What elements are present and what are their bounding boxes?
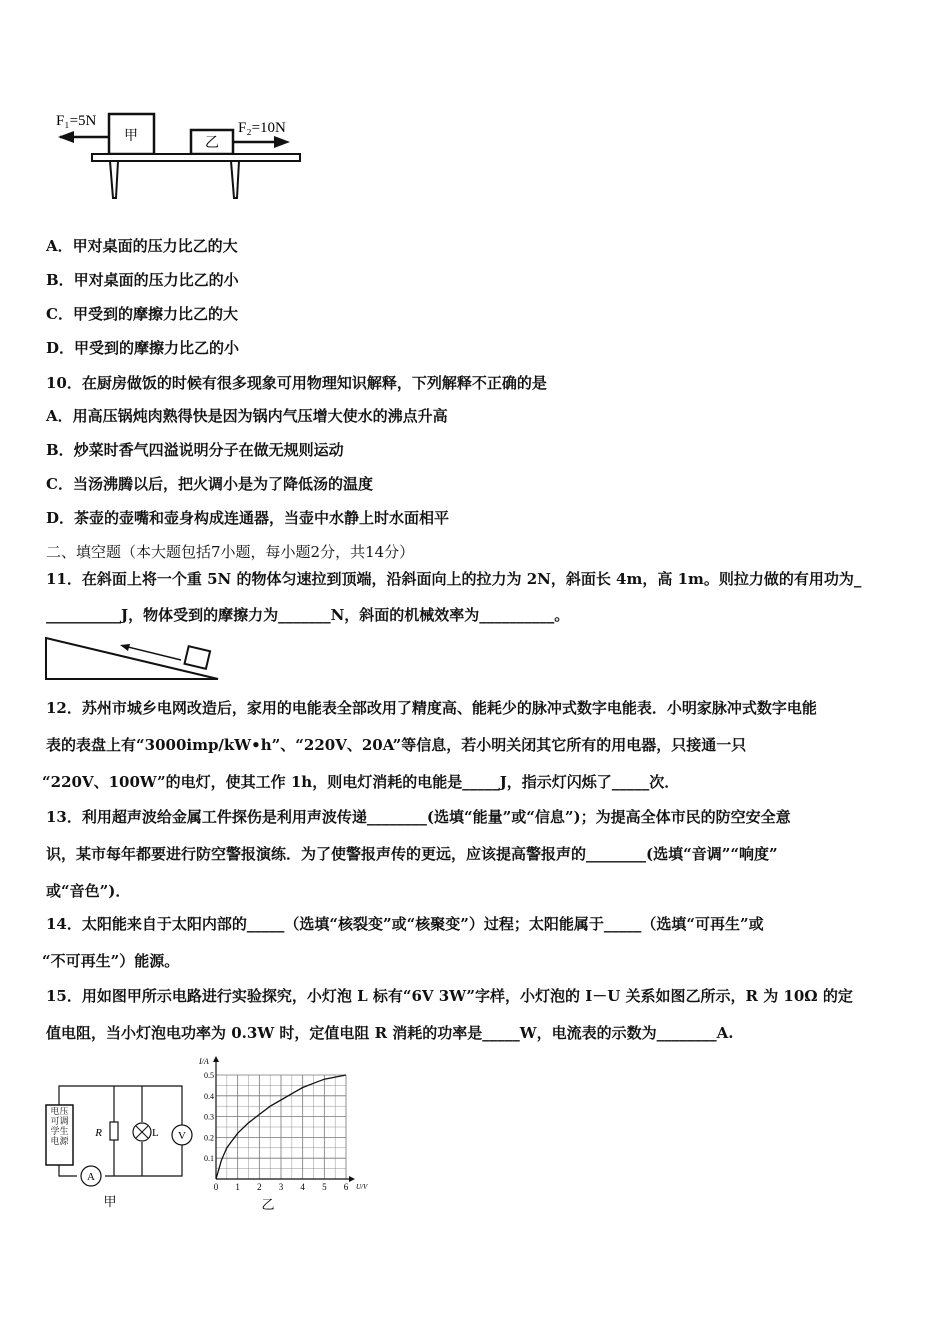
- q10-option-b: B．炒菜时香气四溢说明分子在做无规则运动: [46, 441, 344, 459]
- section-2-title: 二、填空题（本大题包括7小题，每小题2分，共14分）: [46, 543, 415, 561]
- x-tick-label: 4: [300, 1182, 305, 1192]
- y-axis-arrow: [213, 1056, 219, 1062]
- voltmeter-label: V: [178, 1130, 186, 1142]
- resistor-r: [110, 1122, 118, 1140]
- q14-line2: “不可再生”）能源。: [42, 952, 180, 970]
- q9-option-d: D．甲受到的摩擦力比乙的小: [46, 339, 240, 357]
- q11-line2: __________J，物体受到的摩擦力为_______N，斜面的机械效率为__________。: [46, 606, 570, 624]
- x-tick-label: 3: [278, 1182, 284, 1192]
- q13-line1: 13．利用超声波给金属工件探伤是利用声波传递________(选填“能量”或“信息”)；为提高全体市民的防空安全意: [46, 808, 791, 826]
- circuit-figure: [40, 1078, 200, 1210]
- q13-line3: 或“音色”)．: [46, 882, 131, 900]
- iu-chart: [196, 1054, 376, 1214]
- f1-label: F₁=5N: [56, 113, 97, 129]
- q10-stem: 10．在厨房做饭的时候有很多现象可用物理知识解释，下列解释不正确的是: [46, 374, 547, 392]
- f2-label: F₂=10N: [238, 120, 286, 136]
- circuit-caption: 甲: [103, 1194, 117, 1209]
- f2-arrow: [274, 136, 290, 148]
- q9-option-b: B．甲对桌面的压力比乙的小: [46, 271, 239, 289]
- incline-block: [185, 646, 211, 669]
- q10-option-c: C．当汤沸腾以后，把火调小是为了降低汤的温度: [46, 475, 373, 493]
- x-tick-label: 2: [257, 1182, 262, 1192]
- x-tick-label: 5: [322, 1182, 327, 1192]
- ammeter-label: A: [87, 1171, 95, 1183]
- x-axis-arrow: [349, 1176, 355, 1182]
- table-blocks-figure: [52, 108, 312, 203]
- chart-ticks: [204, 1071, 349, 1192]
- pull-arrow-head: [120, 644, 130, 651]
- power-source-label: 电压可调学生电源: [50, 1107, 69, 1147]
- q12-line2: 表的表盘上有“3000imp/kW•h”、“220V、20A”等信息，若小明关闭其它所有的用电器，只接通一只: [46, 736, 747, 754]
- q14-line1: 14．太阳能来自于太阳内部的_____（选填“核裂变”或“核聚变”）过程；太阳能属于_____（选填“可再生”或: [46, 915, 764, 933]
- y-tick-label: 0.2: [204, 1133, 214, 1143]
- table-leg-left: [110, 161, 118, 198]
- chart-grid: [216, 1075, 346, 1179]
- q10-option-a: A．用高压锅炖肉熟得快是因为锅内气压增大使水的沸点升高: [46, 407, 448, 425]
- table-leg-right: [231, 161, 239, 198]
- q13-line2: 识，某市每年都要进行防空警报演练．为了使警报声传的更远，应该提高警报声的________(选填“音调”“响度”: [46, 845, 778, 863]
- q9-option-a: A．甲对桌面的压力比乙的大: [46, 237, 238, 255]
- x-tick-label: 6: [343, 1182, 349, 1192]
- table-top: [92, 154, 300, 161]
- y-tick-label: 0.3: [204, 1112, 214, 1122]
- q15-line2: 值电阻，当小灯泡电功率为 0.3W 时，定值电阻 R 消耗的功率是_____W，电流表的示数为________A.: [46, 1024, 734, 1042]
- q9-option-c: C．甲受到的摩擦力比乙的大: [46, 305, 238, 323]
- y-tick-label: 0.5: [204, 1071, 214, 1080]
- block-jia-label: 甲: [124, 129, 138, 144]
- q12-line3: “220V、100W”的电灯，使其工作 1h，则电灯消耗的电能是_____J，指示灯闪烁了_____次．: [42, 773, 680, 791]
- q11-line1: 11．在斜面上将一个重 5N 的物体匀速拉到顶端，沿斜面向上的拉力为 2N，斜面长 4m，高 1m。则拉力做的有用功为_: [46, 570, 862, 588]
- x-tick-label: 0: [213, 1182, 219, 1192]
- y-tick-label: 0.1: [204, 1154, 214, 1164]
- f1-arrow: [58, 131, 74, 143]
- lamp-label: L: [152, 1127, 159, 1139]
- chart-caption: 乙: [261, 1197, 275, 1212]
- q12-line1: 12．苏州市城乡电网改造后，家用的电能表全部改用了精度高、能耗少的脉冲式数字电能表．小明家脉冲式数字电能: [46, 699, 817, 717]
- incline-figure: [44, 634, 224, 682]
- block-yi-label: 乙: [205, 136, 219, 151]
- y-tick-label: 0.4: [204, 1091, 214, 1101]
- resistor-label: R: [95, 1127, 102, 1139]
- x-tick-label: 1: [235, 1182, 240, 1192]
- q10-option-d: D．茶壶的壶嘴和壶身构成连通器，当壶中水静上时水面相平: [46, 509, 450, 527]
- x-axis-label: U/V: [356, 1183, 368, 1191]
- q15-line1: 15．用如图甲所示电路进行实验探究，小灯泡 L 标有“6V 3W”字样，小灯泡的 I－U 关系如图乙所示，R 为 10Ω 的定: [46, 987, 853, 1005]
- y-axis-label: I/A: [199, 1057, 209, 1066]
